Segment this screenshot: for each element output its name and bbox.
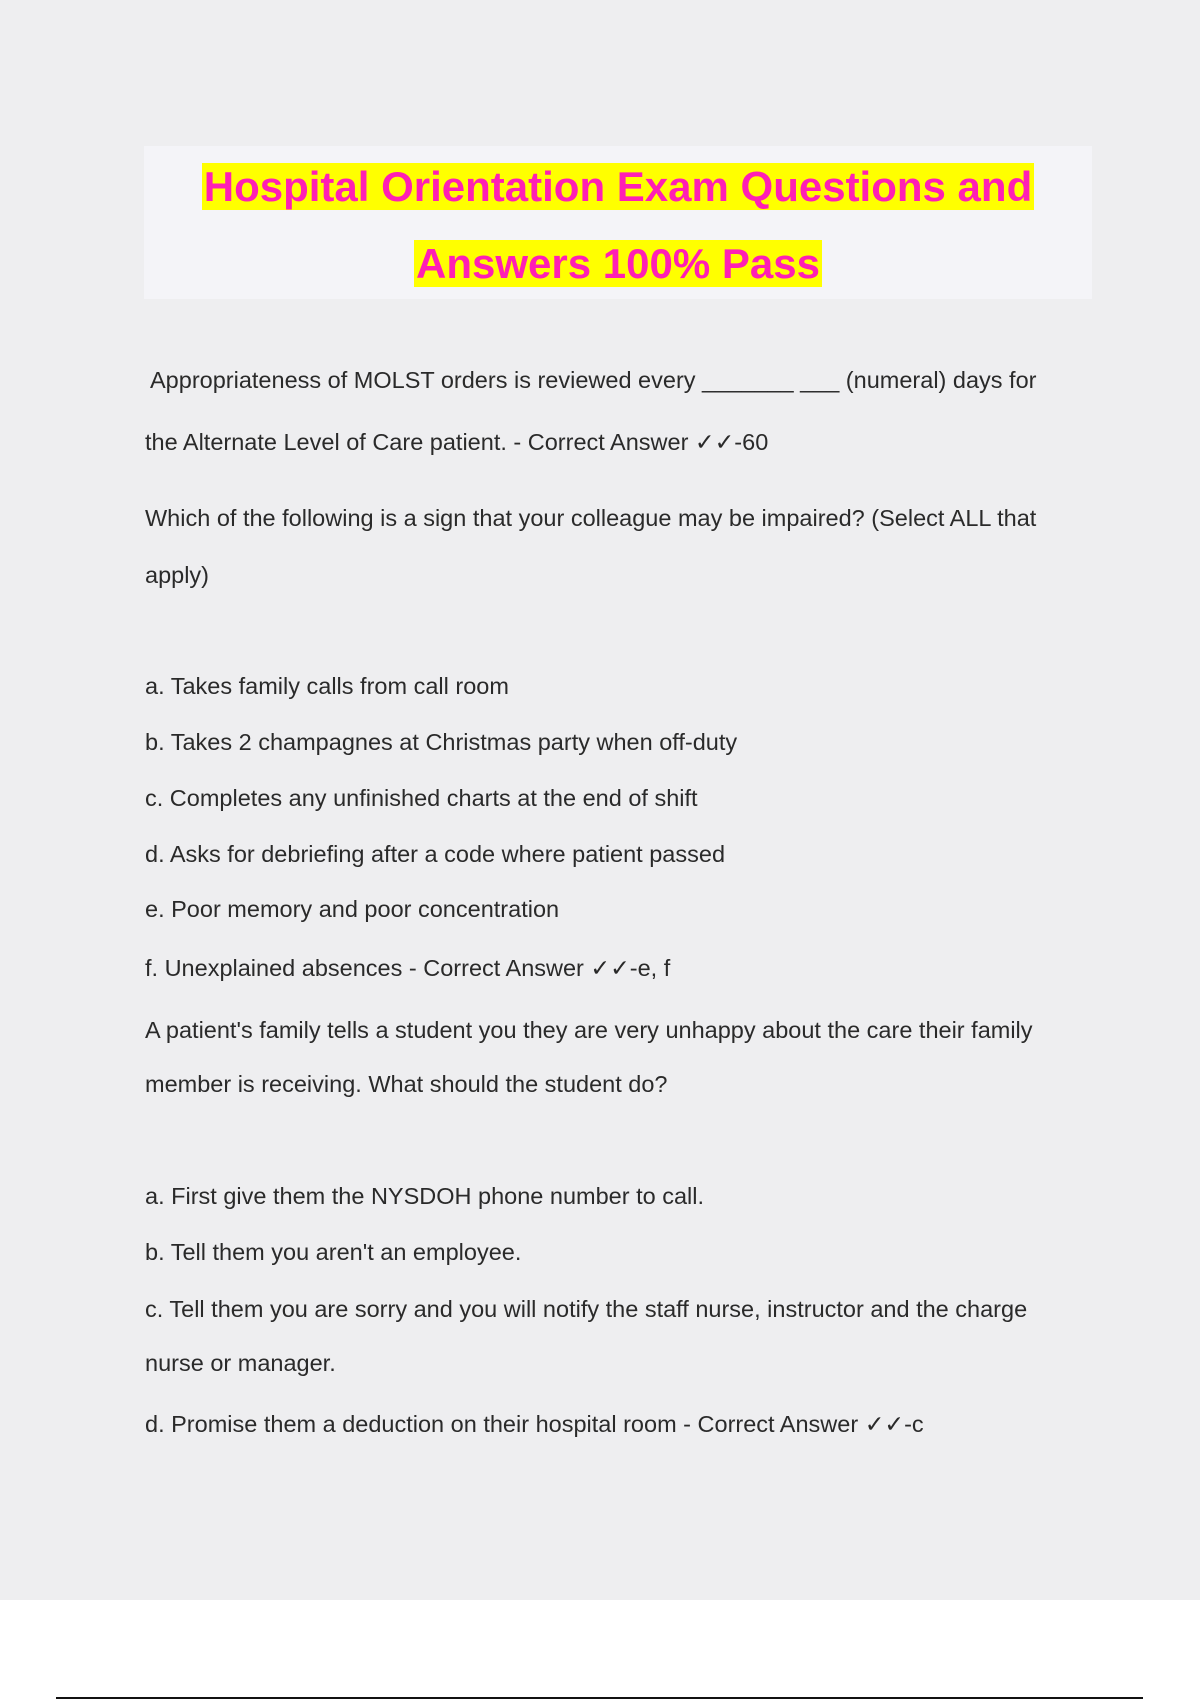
- question-3-option-a: a. First give them the NYSDOH phone number to call.: [145, 1183, 705, 1209]
- question-3-option-b: b. Tell them you aren't an employee.: [145, 1239, 522, 1265]
- question-3-option-d-answer: d. Promise them a deduction on their hospital room - Correct Answer ✓✓-c: [145, 1411, 924, 1437]
- question-3-text-cont: member is receiving. What should the student do?: [145, 1071, 668, 1097]
- document-title-line-2: Answers 100% Pass: [416, 240, 820, 287]
- question-2-text-cont: apply): [145, 562, 210, 588]
- question-2-option-f-answer: f. Unexplained absences - Correct Answer ✓✓-e, f: [145, 955, 671, 981]
- question-3-option-c: c. Tell them you are sorry and you will notify the staff nurse, instructor and the charge: [145, 1296, 1028, 1322]
- question-2-option-b: b. Takes 2 champagnes at Christmas party when off-duty: [145, 729, 738, 755]
- document-title-line-1: Hospital Orientation Exam Questions and: [203, 163, 1033, 210]
- question-2-option-e: e. Poor memory and poor concentration: [145, 896, 560, 922]
- question-3-text: A patient's family tells a student you they are very unhappy about the care their family: [145, 1017, 1033, 1043]
- question-1-answer: the Alternate Level of Care patient. - Correct Answer ✓✓-60: [145, 429, 769, 455]
- question-1-text: Appropriateness of MOLST orders is reviewed every _______ ___ (numeral) days for: [150, 367, 1037, 393]
- question-2-option-a: a. Takes family calls from call room: [145, 673, 509, 699]
- question-3-option-c-cont: nurse or manager.: [145, 1350, 336, 1376]
- question-2-text: Which of the following is a sign that your colleague may be impaired? (Select ALL that: [145, 505, 1037, 531]
- title-block: [144, 146, 1092, 299]
- footer-divider: [56, 1697, 1143, 1699]
- question-2-option-d: d. Asks for debriefing after a code where patient passed: [145, 841, 726, 867]
- question-2-option-c: c. Completes any unfinished charts at the end of shift: [145, 785, 698, 811]
